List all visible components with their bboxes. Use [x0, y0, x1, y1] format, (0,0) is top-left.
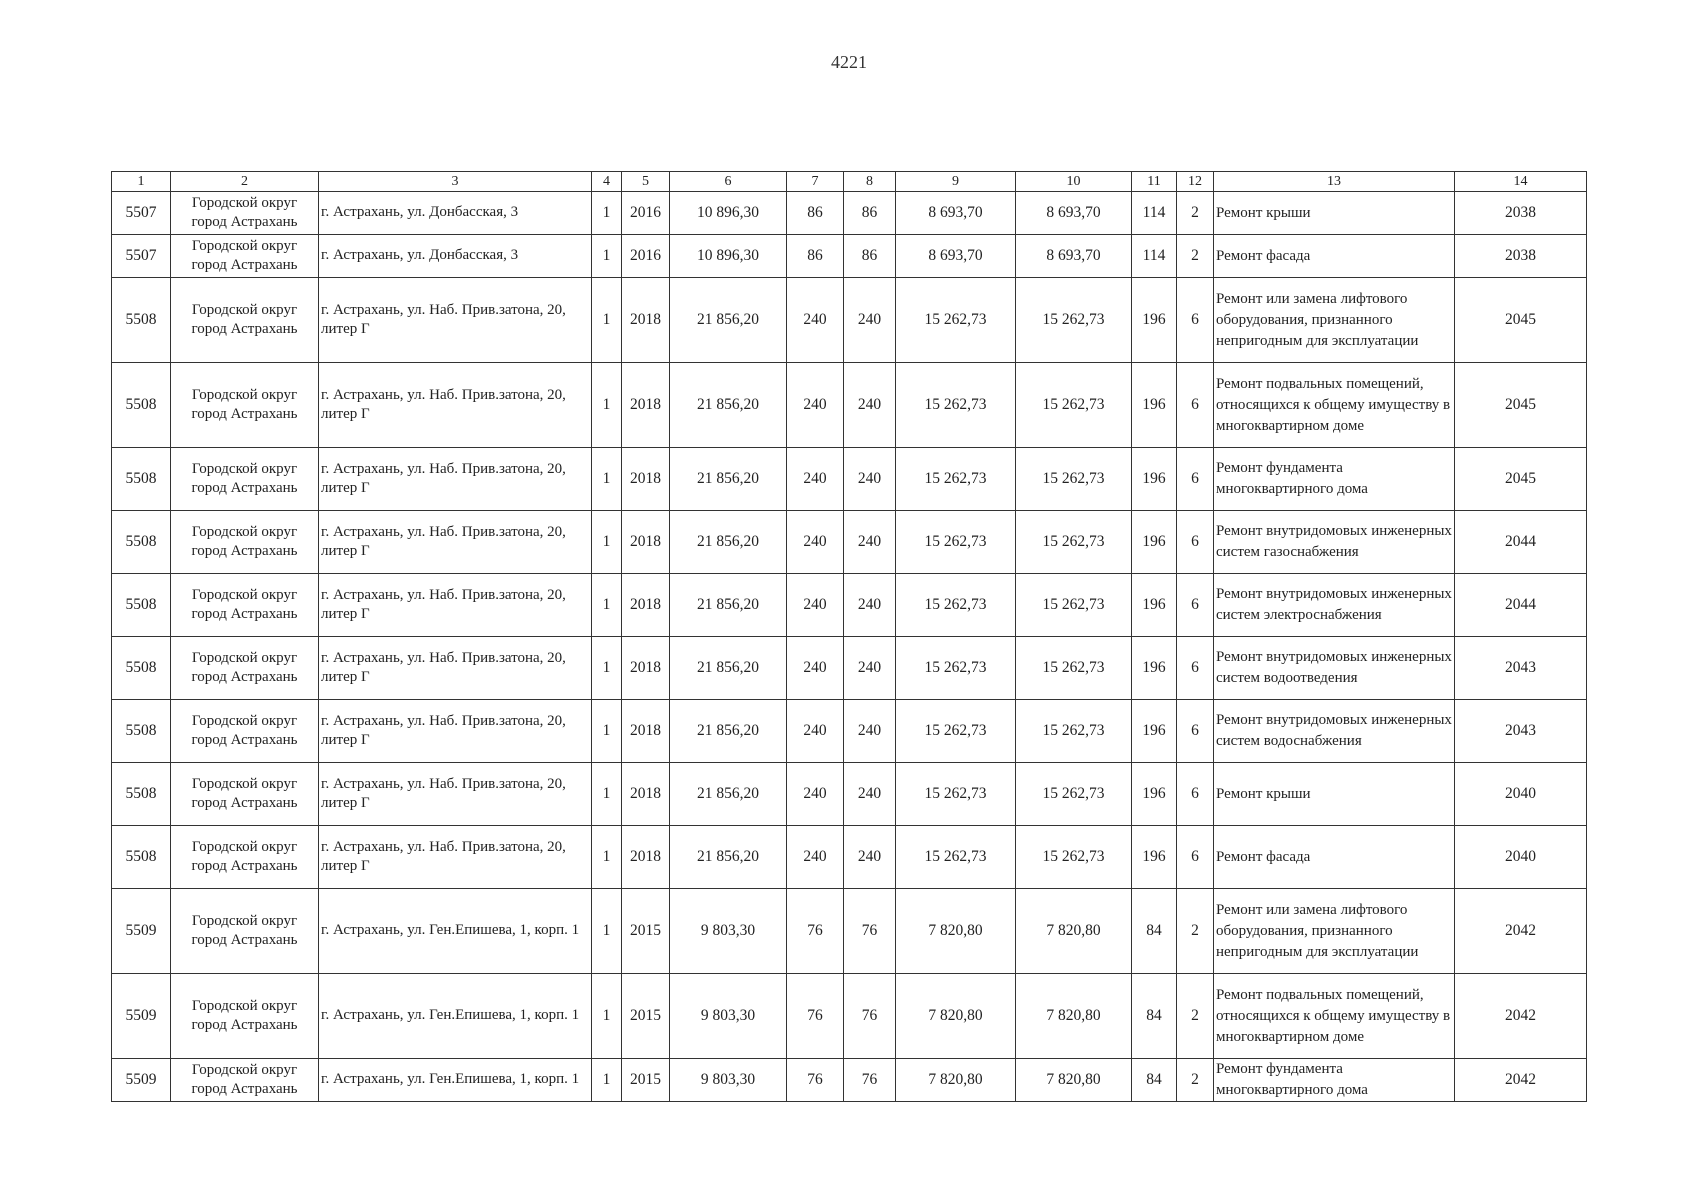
planned-year-cell: 2045: [1455, 278, 1587, 363]
record-number-cell: 5508: [112, 763, 171, 826]
col-9-cell: 15 262,73: [896, 700, 1016, 763]
col-4-cell: 1: [592, 278, 622, 363]
year-cell: 2015: [622, 974, 670, 1059]
record-number-cell: 5508: [112, 700, 171, 763]
column-header-8: 8: [844, 172, 896, 192]
record-number-cell: 5509: [112, 889, 171, 974]
col-8-cell: 76: [844, 974, 896, 1059]
col-9-cell: 8 693,70: [896, 235, 1016, 278]
address-cell: г. Астрахань, ул. Наб. Прив.затона, 20, литер Г: [319, 574, 592, 637]
col-10-cell: 15 262,73: [1016, 448, 1132, 511]
col-8-cell: 240: [844, 763, 896, 826]
col-10-cell: 15 262,73: [1016, 511, 1132, 574]
planned-year-cell: 2038: [1455, 235, 1587, 278]
col-11-cell: 196: [1132, 763, 1177, 826]
col-9-cell: 7 820,80: [896, 889, 1016, 974]
col-4-cell: 1: [592, 700, 622, 763]
col-12-cell: 6: [1177, 511, 1214, 574]
record-number-cell: 5508: [112, 363, 171, 448]
col-11-cell: 196: [1132, 363, 1177, 448]
col-10-cell: 7 820,80: [1016, 1059, 1132, 1102]
col-11-cell: 196: [1132, 826, 1177, 889]
planned-year-cell: 2044: [1455, 511, 1587, 574]
table-row: [112, 363, 1587, 448]
year-cell: 2018: [622, 700, 670, 763]
address-cell: г. Астрахань, ул. Наб. Прив.затона, 20, литер Г: [319, 511, 592, 574]
address-cell: г. Астрахань, ул. Наб. Прив.затона, 20, литер Г: [319, 278, 592, 363]
header-row: [112, 172, 1587, 192]
col-10-cell: 8 693,70: [1016, 235, 1132, 278]
planned-year-cell: 2044: [1455, 574, 1587, 637]
record-number-cell: 5509: [112, 974, 171, 1059]
col-8-cell: 240: [844, 448, 896, 511]
total-area-cell: 21 856,20: [670, 637, 787, 700]
col-11-cell: 114: [1132, 192, 1177, 235]
municipality-cell: Городской округ город Астрахань: [171, 363, 319, 448]
col-12-cell: 2: [1177, 974, 1214, 1059]
col-7-cell: 240: [787, 574, 844, 637]
work-type-cell: Ремонт внутридомовых инженерных систем водоотведения: [1214, 637, 1455, 700]
col-7-cell: 240: [787, 278, 844, 363]
municipality-cell: Городской округ город Астрахань: [171, 278, 319, 363]
col-4-cell: 1: [592, 974, 622, 1059]
col-7-cell: 76: [787, 889, 844, 974]
address-cell: г. Астрахань, ул. Донбасская, 3: [319, 235, 592, 278]
municipality-cell: Городской округ город Астрахань: [171, 574, 319, 637]
work-type-cell: Ремонт подвальных помещений, относящихся к общему имуществу в многоквартирном доме: [1214, 974, 1455, 1059]
record-number-cell: 5508: [112, 448, 171, 511]
address-cell: г. Астрахань, ул. Донбасская, 3: [319, 192, 592, 235]
col-7-cell: 240: [787, 448, 844, 511]
planned-year-cell: 2040: [1455, 826, 1587, 889]
col-11-cell: 84: [1132, 974, 1177, 1059]
address-cell: г. Астрахань, ул. Наб. Прив.затона, 20, литер Г: [319, 826, 592, 889]
col-4-cell: 1: [592, 763, 622, 826]
col-7-cell: 76: [787, 1059, 844, 1102]
col-4-cell: 1: [592, 637, 622, 700]
col-4-cell: 1: [592, 448, 622, 511]
col-4-cell: 1: [592, 1059, 622, 1102]
table-row: [112, 574, 1587, 637]
col-11-cell: 196: [1132, 574, 1177, 637]
col-9-cell: 15 262,73: [896, 511, 1016, 574]
total-area-cell: 21 856,20: [670, 363, 787, 448]
address-cell: г. Астрахань, ул. Наб. Прив.затона, 20, литер Г: [319, 448, 592, 511]
col-8-cell: 86: [844, 192, 896, 235]
year-cell: 2015: [622, 1059, 670, 1102]
table-row: [112, 974, 1587, 1059]
work-type-cell: Ремонт крыши: [1214, 763, 1455, 826]
year-cell: 2016: [622, 192, 670, 235]
col-7-cell: 240: [787, 826, 844, 889]
total-area-cell: 21 856,20: [670, 763, 787, 826]
column-header-9: 9: [896, 172, 1016, 192]
work-type-cell: Ремонт крыши: [1214, 192, 1455, 235]
col-10-cell: 15 262,73: [1016, 700, 1132, 763]
year-cell: 2015: [622, 889, 670, 974]
planned-year-cell: 2043: [1455, 637, 1587, 700]
table-row: [112, 192, 1587, 235]
column-header-5: 5: [622, 172, 670, 192]
planned-year-cell: 2045: [1455, 448, 1587, 511]
column-header-2: 2: [171, 172, 319, 192]
table-row: [112, 1059, 1587, 1102]
total-area-cell: 10 896,30: [670, 192, 787, 235]
year-cell: 2018: [622, 448, 670, 511]
col-9-cell: 8 693,70: [896, 192, 1016, 235]
col-7-cell: 240: [787, 511, 844, 574]
planned-year-cell: 2042: [1455, 974, 1587, 1059]
col-9-cell: 7 820,80: [896, 1059, 1016, 1102]
col-10-cell: 15 262,73: [1016, 574, 1132, 637]
address-cell: г. Астрахань, ул. Наб. Прив.затона, 20, литер Г: [319, 637, 592, 700]
col-7-cell: 86: [787, 192, 844, 235]
total-area-cell: 21 856,20: [670, 700, 787, 763]
total-area-cell: 9 803,30: [670, 1059, 787, 1102]
col-10-cell: 8 693,70: [1016, 192, 1132, 235]
col-7-cell: 240: [787, 363, 844, 448]
col-11-cell: 196: [1132, 448, 1177, 511]
municipality-cell: Городской округ город Астрахань: [171, 763, 319, 826]
col-10-cell: 7 820,80: [1016, 889, 1132, 974]
col-4-cell: 1: [592, 511, 622, 574]
col-8-cell: 240: [844, 574, 896, 637]
column-header-3: 3: [319, 172, 592, 192]
col-12-cell: 2: [1177, 192, 1214, 235]
table-row: [112, 278, 1587, 363]
col-12-cell: 6: [1177, 278, 1214, 363]
col-8-cell: 240: [844, 511, 896, 574]
year-cell: 2018: [622, 574, 670, 637]
record-number-cell: 5508: [112, 826, 171, 889]
table-body: [112, 192, 1587, 1102]
col-7-cell: 86: [787, 235, 844, 278]
record-number-cell: 5508: [112, 278, 171, 363]
year-cell: 2016: [622, 235, 670, 278]
column-header-11: 11: [1132, 172, 1177, 192]
col-8-cell: 240: [844, 637, 896, 700]
year-cell: 2018: [622, 763, 670, 826]
table-row: [112, 511, 1587, 574]
total-area-cell: 21 856,20: [670, 574, 787, 637]
table-row: [112, 700, 1587, 763]
table-row: [112, 235, 1587, 278]
address-cell: г. Астрахань, ул. Ген.Епишева, 1, корп. 1: [319, 1059, 592, 1102]
col-11-cell: 196: [1132, 700, 1177, 763]
address-cell: г. Астрахань, ул. Ген.Епишева, 1, корп. 1: [319, 889, 592, 974]
municipality-cell: Городской округ город Астрахань: [171, 1059, 319, 1102]
col-4-cell: 1: [592, 363, 622, 448]
page-number: 4221: [831, 52, 867, 72]
table-row: [112, 889, 1587, 974]
col-12-cell: 6: [1177, 448, 1214, 511]
work-type-cell: Ремонт подвальных помещений, относящихся к общему имуществу в многоквартирном доме: [1214, 363, 1455, 448]
col-7-cell: 240: [787, 637, 844, 700]
column-header-1: 1: [112, 172, 171, 192]
record-number-cell: 5507: [112, 235, 171, 278]
col-11-cell: 196: [1132, 637, 1177, 700]
col-12-cell: 2: [1177, 235, 1214, 278]
municipality-cell: Городской округ город Астрахань: [171, 974, 319, 1059]
table-row: [112, 637, 1587, 700]
col-11-cell: 84: [1132, 889, 1177, 974]
address-cell: г. Астрахань, ул. Наб. Прив.затона, 20, литер Г: [319, 363, 592, 448]
address-cell: г. Астрахань, ул. Ген.Епишева, 1, корп. 1: [319, 974, 592, 1059]
address-cell: г. Астрахань, ул. Наб. Прив.затона, 20, литер Г: [319, 700, 592, 763]
col-9-cell: 15 262,73: [896, 363, 1016, 448]
col-11-cell: 84: [1132, 1059, 1177, 1102]
col-10-cell: 15 262,73: [1016, 278, 1132, 363]
municipality-cell: Городской округ город Астрахань: [171, 448, 319, 511]
year-cell: 2018: [622, 826, 670, 889]
work-type-cell: Ремонт внутридомовых инженерных систем водоснабжения: [1214, 700, 1455, 763]
planned-year-cell: 2045: [1455, 363, 1587, 448]
col-8-cell: 76: [844, 889, 896, 974]
planned-year-cell: 2043: [1455, 700, 1587, 763]
planned-year-cell: 2040: [1455, 763, 1587, 826]
col-4-cell: 1: [592, 574, 622, 637]
table-row: [112, 763, 1587, 826]
col-8-cell: 240: [844, 826, 896, 889]
year-cell: 2018: [622, 363, 670, 448]
work-type-cell: Ремонт или замена лифтового оборудования, признанного непригодным для эксплуатации: [1214, 278, 1455, 363]
municipality-cell: Городской округ город Астрахань: [171, 637, 319, 700]
repair-schedule-table: [111, 171, 1587, 1102]
col-12-cell: 2: [1177, 889, 1214, 974]
work-type-cell: Ремонт внутридомовых инженерных систем газоснабжения: [1214, 511, 1455, 574]
total-area-cell: 21 856,20: [670, 278, 787, 363]
column-header-4: 4: [592, 172, 622, 192]
planned-year-cell: 2042: [1455, 1059, 1587, 1102]
col-12-cell: 6: [1177, 763, 1214, 826]
municipality-cell: Городской округ город Астрахань: [171, 700, 319, 763]
municipality-cell: Городской округ город Астрахань: [171, 192, 319, 235]
col-7-cell: 240: [787, 763, 844, 826]
col-9-cell: 15 262,73: [896, 637, 1016, 700]
total-area-cell: 9 803,30: [670, 889, 787, 974]
record-number-cell: 5508: [112, 637, 171, 700]
column-header-7: 7: [787, 172, 844, 192]
work-type-cell: Ремонт фасада: [1214, 235, 1455, 278]
col-11-cell: 196: [1132, 511, 1177, 574]
col-10-cell: 15 262,73: [1016, 763, 1132, 826]
col-9-cell: 7 820,80: [896, 974, 1016, 1059]
record-number-cell: 5508: [112, 511, 171, 574]
year-cell: 2018: [622, 637, 670, 700]
column-header-14: 14: [1455, 172, 1587, 192]
total-area-cell: 21 856,20: [670, 826, 787, 889]
municipality-cell: Городской округ город Астрахань: [171, 511, 319, 574]
col-8-cell: 86: [844, 235, 896, 278]
year-cell: 2018: [622, 278, 670, 363]
col-4-cell: 1: [592, 889, 622, 974]
column-header-10: 10: [1016, 172, 1132, 192]
col-12-cell: 6: [1177, 700, 1214, 763]
col-12-cell: 6: [1177, 637, 1214, 700]
col-7-cell: 76: [787, 974, 844, 1059]
municipality-cell: Городской округ город Астрахань: [171, 826, 319, 889]
col-10-cell: 7 820,80: [1016, 974, 1132, 1059]
col-4-cell: 1: [592, 192, 622, 235]
address-cell: г. Астрахань, ул. Наб. Прив.затона, 20, литер Г: [319, 763, 592, 826]
col-9-cell: 15 262,73: [896, 448, 1016, 511]
total-area-cell: 21 856,20: [670, 448, 787, 511]
col-8-cell: 240: [844, 278, 896, 363]
total-area-cell: 10 896,30: [670, 235, 787, 278]
record-number-cell: 5509: [112, 1059, 171, 1102]
year-cell: 2018: [622, 511, 670, 574]
planned-year-cell: 2042: [1455, 889, 1587, 974]
col-10-cell: 15 262,73: [1016, 637, 1132, 700]
planned-year-cell: 2038: [1455, 192, 1587, 235]
work-type-cell: Ремонт фундамента многоквартирного дома: [1214, 448, 1455, 511]
col-4-cell: 1: [592, 826, 622, 889]
total-area-cell: 9 803,30: [670, 974, 787, 1059]
col-10-cell: 15 262,73: [1016, 826, 1132, 889]
table-row: [112, 826, 1587, 889]
record-number-cell: 5507: [112, 192, 171, 235]
col-12-cell: 6: [1177, 826, 1214, 889]
work-type-cell: Ремонт внутридомовых инженерных систем электроснабжения: [1214, 574, 1455, 637]
total-area-cell: 21 856,20: [670, 511, 787, 574]
col-11-cell: 196: [1132, 278, 1177, 363]
col-12-cell: 6: [1177, 574, 1214, 637]
col-7-cell: 240: [787, 700, 844, 763]
col-12-cell: 6: [1177, 363, 1214, 448]
col-8-cell: 76: [844, 1059, 896, 1102]
work-type-cell: Ремонт или замена лифтового оборудования, признанного непригодным для эксплуатации: [1214, 889, 1455, 974]
column-header-12: 12: [1177, 172, 1214, 192]
col-9-cell: 15 262,73: [896, 826, 1016, 889]
municipality-cell: Городской округ город Астрахань: [171, 235, 319, 278]
col-9-cell: 15 262,73: [896, 278, 1016, 363]
col-10-cell: 15 262,73: [1016, 363, 1132, 448]
col-8-cell: 240: [844, 700, 896, 763]
col-9-cell: 15 262,73: [896, 574, 1016, 637]
column-header-6: 6: [670, 172, 787, 192]
municipality-cell: Городской округ город Астрахань: [171, 889, 319, 974]
col-11-cell: 114: [1132, 235, 1177, 278]
column-header-13: 13: [1214, 172, 1455, 192]
work-type-cell: Ремонт фасада: [1214, 826, 1455, 889]
table-row: [112, 448, 1587, 511]
col-12-cell: 2: [1177, 1059, 1214, 1102]
col-8-cell: 240: [844, 363, 896, 448]
col-4-cell: 1: [592, 235, 622, 278]
col-9-cell: 15 262,73: [896, 763, 1016, 826]
work-type-cell: Ремонт фундамента многоквартирного дома: [1214, 1059, 1455, 1102]
record-number-cell: 5508: [112, 574, 171, 637]
